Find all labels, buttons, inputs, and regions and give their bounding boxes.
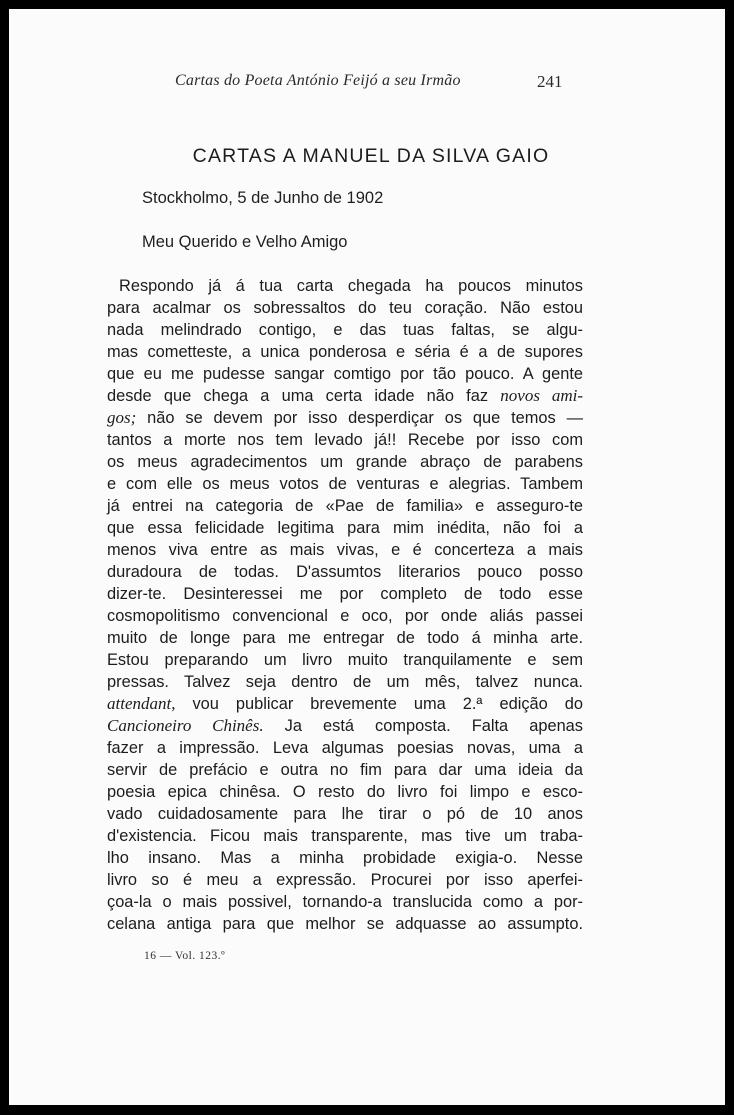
text-line: çoa-la o mais possivel, tornando-a translucida como a por- bbox=[107, 893, 583, 911]
text-line: celana antiga para que melhor se adquasse ao assumpto. bbox=[107, 915, 583, 933]
dateline: Stockholmo, 5 de Junho de 1902 bbox=[142, 189, 384, 207]
italic-phrase: novos ami- bbox=[500, 386, 584, 405]
text-line: d'existencia. Ficou mais transparente, mas tive um traba- bbox=[107, 827, 583, 845]
text-line: duradoura de todas. D'assumtos literarios pouco posso bbox=[107, 563, 583, 581]
text-line: menos viva entre as mais vivas, e é concerteza a mais bbox=[107, 541, 583, 559]
running-title: Cartas do Poeta António Feijó a seu Irmão bbox=[175, 72, 461, 89]
printer-signature-mark: 16 — Vol. 123.º bbox=[144, 950, 226, 962]
text-line: Respondo já á tua carta chegada ha poucos minutos bbox=[119, 277, 583, 295]
page-number: 241 bbox=[537, 72, 563, 91]
running-head bbox=[9, 72, 725, 96]
text-line: os meus agradecimentos um grande abraço de parabens bbox=[107, 453, 583, 471]
text-line: pressas. Talvez seja dentro de um mês, talvez nunca. bbox=[107, 673, 583, 691]
letter-body bbox=[107, 275, 583, 935]
italic-phrase: attendant, bbox=[107, 694, 176, 713]
text-line: já entrei na categoria de «Pae de familia» e asseguro-te bbox=[107, 497, 583, 515]
text-line bbox=[107, 407, 583, 429]
book-page bbox=[9, 9, 725, 1105]
text-line: nada melindrado contigo, e das tuas faltas, se algu- bbox=[107, 321, 583, 339]
italic-phrase: Cancioneiro Chinês. bbox=[107, 716, 264, 735]
text-line: livro so é meu a expressão. Procurei por isso aperfei- bbox=[107, 871, 583, 889]
text-line bbox=[107, 715, 583, 737]
section-title: CARTAS A MANUEL DA SILVA GAIO bbox=[192, 145, 550, 167]
text-segment: Ja está composta. Falta apenas bbox=[284, 717, 583, 735]
text-line: fazer a impressão. Leva algumas poesias novas, uma a bbox=[107, 739, 583, 757]
text-line: dizer-te. Desinteressei me por completo de todo esse bbox=[107, 585, 583, 603]
text-line: tantos a morte nos tem levado já!! Recebe por isso com bbox=[107, 431, 583, 449]
text-line: para acalmar os sobressaltos do teu coração. Não estou bbox=[107, 299, 583, 317]
text-line: cosmopolitismo convencional e oco, por onde aliás passei bbox=[107, 607, 583, 625]
text-line: mas cometteste, a unica ponderosa e séria é a de supores bbox=[107, 343, 583, 361]
text-line: vado cuidadosamente para lhe tirar o pó de 10 anos bbox=[107, 805, 583, 823]
text-line: poesia epica chinêsa. O resto do livro foi limpo e esco- bbox=[107, 783, 583, 801]
text-line: que essa felicidade legitima para mim inédita, não foi a bbox=[107, 519, 583, 537]
text-line: Estou preparando um livro muito tranquilamente e sem bbox=[107, 651, 583, 669]
text-line: lho insano. Mas a minha probidade exigia-o. Nesse bbox=[107, 849, 583, 867]
text-line: servir de prefácio e outra no fim para dar uma ideia da bbox=[107, 761, 583, 779]
text-line: e com elle os meus votos de venturas e alegrias. Tambem bbox=[107, 475, 583, 493]
text-line: muito de longe para me entregar de todo á minha arte. bbox=[107, 629, 583, 647]
text-line bbox=[107, 385, 583, 407]
italic-phrase: gos; bbox=[107, 408, 137, 427]
text-segment: vou publicar brevemente uma 2.ª edição do bbox=[192, 695, 583, 713]
text-line bbox=[107, 693, 583, 715]
text-segment: não se devem por isso desperdiçar os que temos — bbox=[147, 409, 583, 427]
salutation: Meu Querido e Velho Amigo bbox=[142, 233, 348, 251]
text-line: que eu me pudesse sangar comtigo por tão pouco. A gente bbox=[107, 365, 583, 383]
text-segment: desde que chega a uma certa idade não faz bbox=[107, 387, 489, 405]
